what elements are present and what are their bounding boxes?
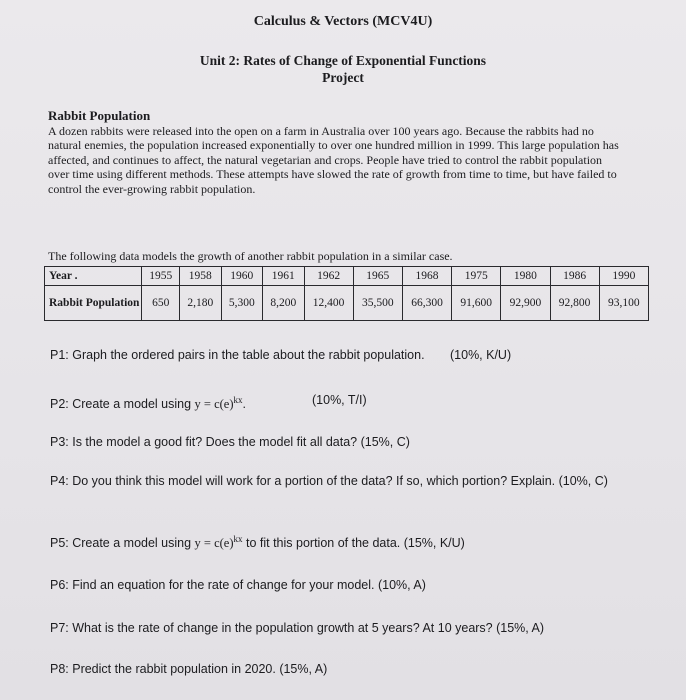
population-cell: 92,900 — [501, 286, 550, 321]
year-cell: 1990 — [599, 267, 648, 286]
question-p5 — [50, 531, 640, 551]
rabbit-data-table — [44, 266, 649, 321]
year-cell: 1965 — [353, 267, 402, 286]
question-p4 — [50, 473, 625, 489]
population-row — [45, 286, 649, 321]
question-text: P5: Create a model using — [50, 536, 195, 551]
year-cell: 1986 — [550, 267, 599, 286]
question-p2 — [50, 392, 640, 412]
table-intro: The following data models the growth of another rabbit population in a similar case. — [48, 249, 453, 263]
question-mark: (10%, T/I) — [312, 393, 367, 407]
equation-exponent: kx — [233, 395, 243, 405]
question-text: P3: Is the model a good fit? Does the model fit all data? (15%, C) — [50, 435, 410, 449]
population-cell: 35,500 — [353, 286, 402, 321]
population-cell: 66,300 — [402, 286, 451, 321]
question-text: P1: Graph the ordered pairs in the table about the rabbit population. — [50, 348, 425, 362]
population-cell: 8,200 — [263, 286, 304, 321]
model-equation: y = c(e) — [194, 397, 234, 412]
question-p8 — [50, 661, 640, 677]
year-cell: 1960 — [221, 267, 262, 286]
question-mark: (10%, K/U) — [450, 348, 512, 362]
question-text: P7: What is the rate of change in the population growth at 5 years? At 10 years? (15%, A) — [50, 621, 545, 635]
question-p6 — [50, 577, 640, 593]
project-label: Project — [322, 70, 364, 85]
population-cell: 2,180 — [180, 286, 221, 321]
intro-paragraph: A dozen rabbits were released into the open on a farm in Australia over 100 years ago. Because the rabbits had no natural enemies, the population increased exponentially to over one hundred million in 1999. This large population has affected, and continues to affect, the natural vegetarian and crops. People have tried to control the rabbit population over time using different methods. These attempts have slowed the rate of growth from time to time, but have failed to control the ever-growing rabbit population. — [48, 124, 619, 196]
question-text: P6: Find an equation for the rate of change for your model. (10%, A) — [50, 578, 426, 592]
year-cell: 1962 — [304, 267, 353, 286]
population-cell: 650 — [142, 286, 180, 321]
year-cell: 1961 — [263, 267, 304, 286]
question-text: P8: Predict the rabbit population in 2020. (15%, A) — [50, 662, 328, 676]
question-text-end: . — [242, 397, 246, 412]
unit-heading — [0, 52, 686, 86]
year-cell: 1955 — [142, 267, 180, 286]
question-text: P2: Create a model using — [50, 397, 195, 412]
question-p7 — [50, 620, 640, 636]
section-heading: Rabbit Population — [48, 108, 151, 123]
year-cell: 1975 — [452, 267, 501, 286]
course-title: Calculus & Vectors (MCV4U) — [253, 14, 433, 29]
population-cell: 92,800 — [550, 286, 599, 321]
question-p3 — [50, 434, 640, 450]
question-p1 — [50, 347, 640, 363]
population-cell: 5,300 — [221, 286, 262, 321]
year-row — [45, 267, 649, 286]
population-cell: 91,600 — [452, 286, 501, 321]
equation-exponent: kx — [233, 534, 243, 544]
year-cell: 1980 — [501, 267, 550, 286]
question-text: P4: Do you think this model will work for a portion of the data? If so, which portion? Explain. (10%, C) — [50, 474, 608, 488]
unit-title: Unit 2: Rates of Change of Exponential Functions — [199, 53, 487, 68]
model-equation: y = c(e) — [194, 536, 234, 551]
year-row-label: Year . — [45, 267, 142, 286]
population-row-label: Rabbit Population — [45, 286, 142, 321]
question-text-end: to fit this portion of the data. (15%, K/U) — [242, 536, 465, 551]
year-cell: 1958 — [180, 267, 221, 286]
year-cell: 1968 — [402, 267, 451, 286]
population-cell: 93,100 — [599, 286, 648, 321]
population-cell: 12,400 — [304, 286, 353, 321]
